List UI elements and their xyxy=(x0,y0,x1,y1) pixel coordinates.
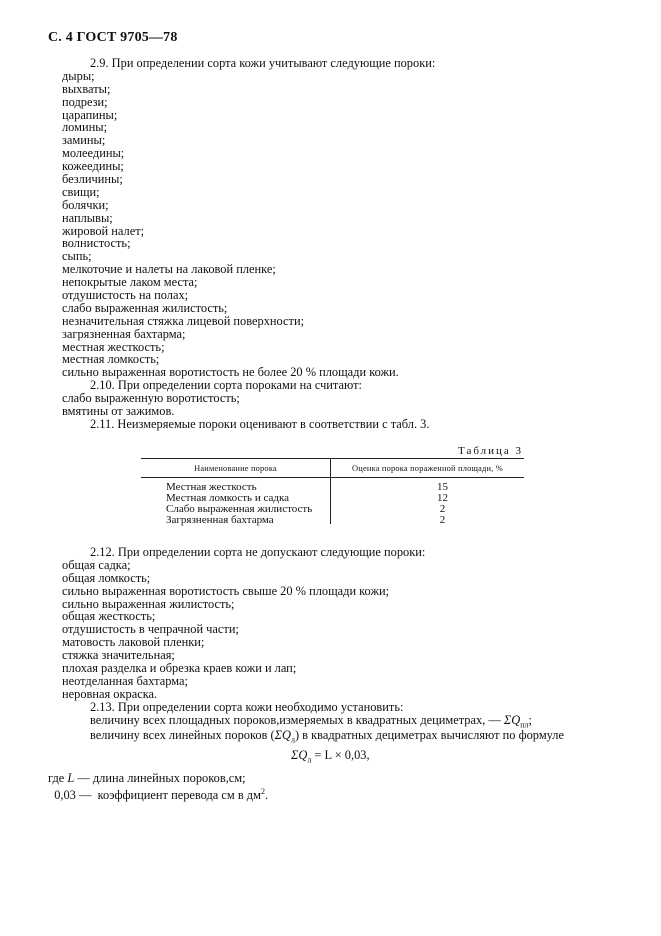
list-item: ломины; xyxy=(62,120,108,135)
section-2-9-to-2-11 xyxy=(62,56,436,431)
formula-definitions xyxy=(48,771,268,802)
table-cell-defect: Местная ломкость и садка xyxy=(166,492,290,504)
linear-defects-subscript: л xyxy=(290,735,295,745)
table-cell-score: 2 xyxy=(439,514,446,526)
definition-prefix: 0,03 — коэффициент перевода см в дм xyxy=(48,788,261,803)
table-cell-score: 15 xyxy=(437,481,448,493)
list-item: подрези; xyxy=(62,94,108,109)
section-2-13-items xyxy=(90,713,564,745)
list-item: непокрытые лаком места; xyxy=(62,275,198,290)
list-item: слабо выраженную воротистость; xyxy=(62,391,240,406)
list-item: сильно выраженная воротистость не более 20 % площади кожи. xyxy=(62,365,399,380)
section-2-12-to-2-13 xyxy=(62,545,426,714)
area-defects-symbol: ΣQ xyxy=(503,713,521,727)
table-cell-defect: Местная жесткость xyxy=(166,481,257,493)
table-col-defect xyxy=(141,482,330,526)
list-item: замины; xyxy=(62,133,106,148)
list-item: мелкоточие и налеты на лаковой пленке; xyxy=(62,262,276,277)
table-cell-score: 2 xyxy=(439,503,446,515)
list-item: жировой налет; xyxy=(62,223,145,238)
list-item: плохая разделка и обрезка краев кожи и лап; xyxy=(62,661,297,676)
definition-symbol: L xyxy=(67,771,75,785)
table-col-score xyxy=(331,482,524,526)
list-item: местная ломкость; xyxy=(62,352,160,367)
list-item: местная жесткость; xyxy=(62,339,165,354)
table-3 xyxy=(141,458,524,526)
list-item: наплывы; xyxy=(62,210,113,225)
list-item: неровная окраска. xyxy=(62,686,158,701)
table-header-score: Оценка порока пораженной площади, % xyxy=(352,463,503,473)
area-defects-line xyxy=(90,713,564,730)
definition-L xyxy=(48,771,268,785)
clause-heading: 2.12. При определении сорта не допускают следующие пороки: xyxy=(90,545,426,559)
page-header: С. 4 ГОСТ 9705—78 xyxy=(48,30,178,45)
list-item: царапины; xyxy=(62,107,118,122)
definition-end: . xyxy=(264,788,269,803)
table-cell-defect: Загрязненная бахтарма xyxy=(166,514,274,526)
definition-coefficient xyxy=(48,785,268,802)
list-item: кожеедины; xyxy=(62,159,124,174)
list-item: сильно выраженная жилистость; xyxy=(62,596,235,611)
list-item: матовость лаковой пленки; xyxy=(62,635,205,650)
list-item: вмятины от зажимов. xyxy=(62,404,175,419)
area-defects-end: ; xyxy=(528,713,532,727)
table-cell-defect: Слабо выраженная жилистость xyxy=(166,503,313,515)
list-item: общая жесткость; xyxy=(62,609,156,624)
list-item: неотделанная бахтарма; xyxy=(62,673,188,688)
linear-defects-text: величину всех линейных пороков ( xyxy=(90,727,275,742)
list-item: стяжка значительная; xyxy=(62,648,175,663)
list-item: болячки; xyxy=(62,197,109,212)
list-item: выхваты; xyxy=(62,81,111,96)
list-item: безличины; xyxy=(62,172,123,187)
list-item: дыры; xyxy=(62,68,95,83)
definition-superscript: 2 xyxy=(260,787,265,796)
list-item: незначительная стяжка лицевой поверхности; xyxy=(62,313,305,328)
definition-text: — длина линейных пороков,см; xyxy=(74,771,246,785)
table-header-row xyxy=(141,459,524,477)
formula-lhs-subscript: л xyxy=(307,755,312,765)
list-item: волнистость; xyxy=(62,236,131,251)
linear-defects-symbol: ΣQ xyxy=(274,727,291,742)
clause-heading: 2.13. При определении сорта кожи необходимо установить: xyxy=(90,699,404,714)
list-item: загрязненная бахтарма; xyxy=(62,326,186,341)
formula-rhs: = L × 0,03, xyxy=(311,748,370,762)
area-defects-subscript: пл xyxy=(520,720,529,730)
list-item: отдушистость на полах; xyxy=(62,288,189,303)
list-item: слабо выраженная жилистость; xyxy=(62,300,228,315)
list-item: молеедины; xyxy=(62,146,125,161)
area-defects-text: величину всех площадных пороков,измеряемых в квадратных дециметрах, — xyxy=(90,713,504,727)
list-item: общая ломкость; xyxy=(62,570,151,585)
table-header-defect: Наименование порока xyxy=(194,463,277,473)
list-item: сильно выраженная воротистость свыше 20 % площади кожи; xyxy=(62,583,390,598)
clause-heading: 2.11. Неизмеряемые пороки оценивают в соответствии с табл. 3. xyxy=(90,416,430,431)
list-item: сыпь; xyxy=(62,249,92,264)
linear-defects-end: ) в квадратных дециметрах вычисляют по формуле xyxy=(294,727,564,742)
formula xyxy=(291,748,370,764)
clause-heading: 2.10. При определении сорта пороками на считают: xyxy=(90,378,362,393)
list-item: отдушистость в чепрачной части; xyxy=(62,622,239,637)
list-item: общая садка; xyxy=(62,557,131,572)
list-item: свищи; xyxy=(62,184,100,199)
linear-defects-line xyxy=(90,727,564,745)
table-caption: Таблица 3 xyxy=(458,445,524,457)
formula-lhs: ΣQ xyxy=(291,748,308,762)
clause-heading: 2.9. При определении сорта кожи учитывают следующие пороки: xyxy=(90,56,436,70)
table-cell-score: 12 xyxy=(437,492,448,504)
definition-prefix: где xyxy=(48,771,68,785)
table-body xyxy=(141,478,524,526)
